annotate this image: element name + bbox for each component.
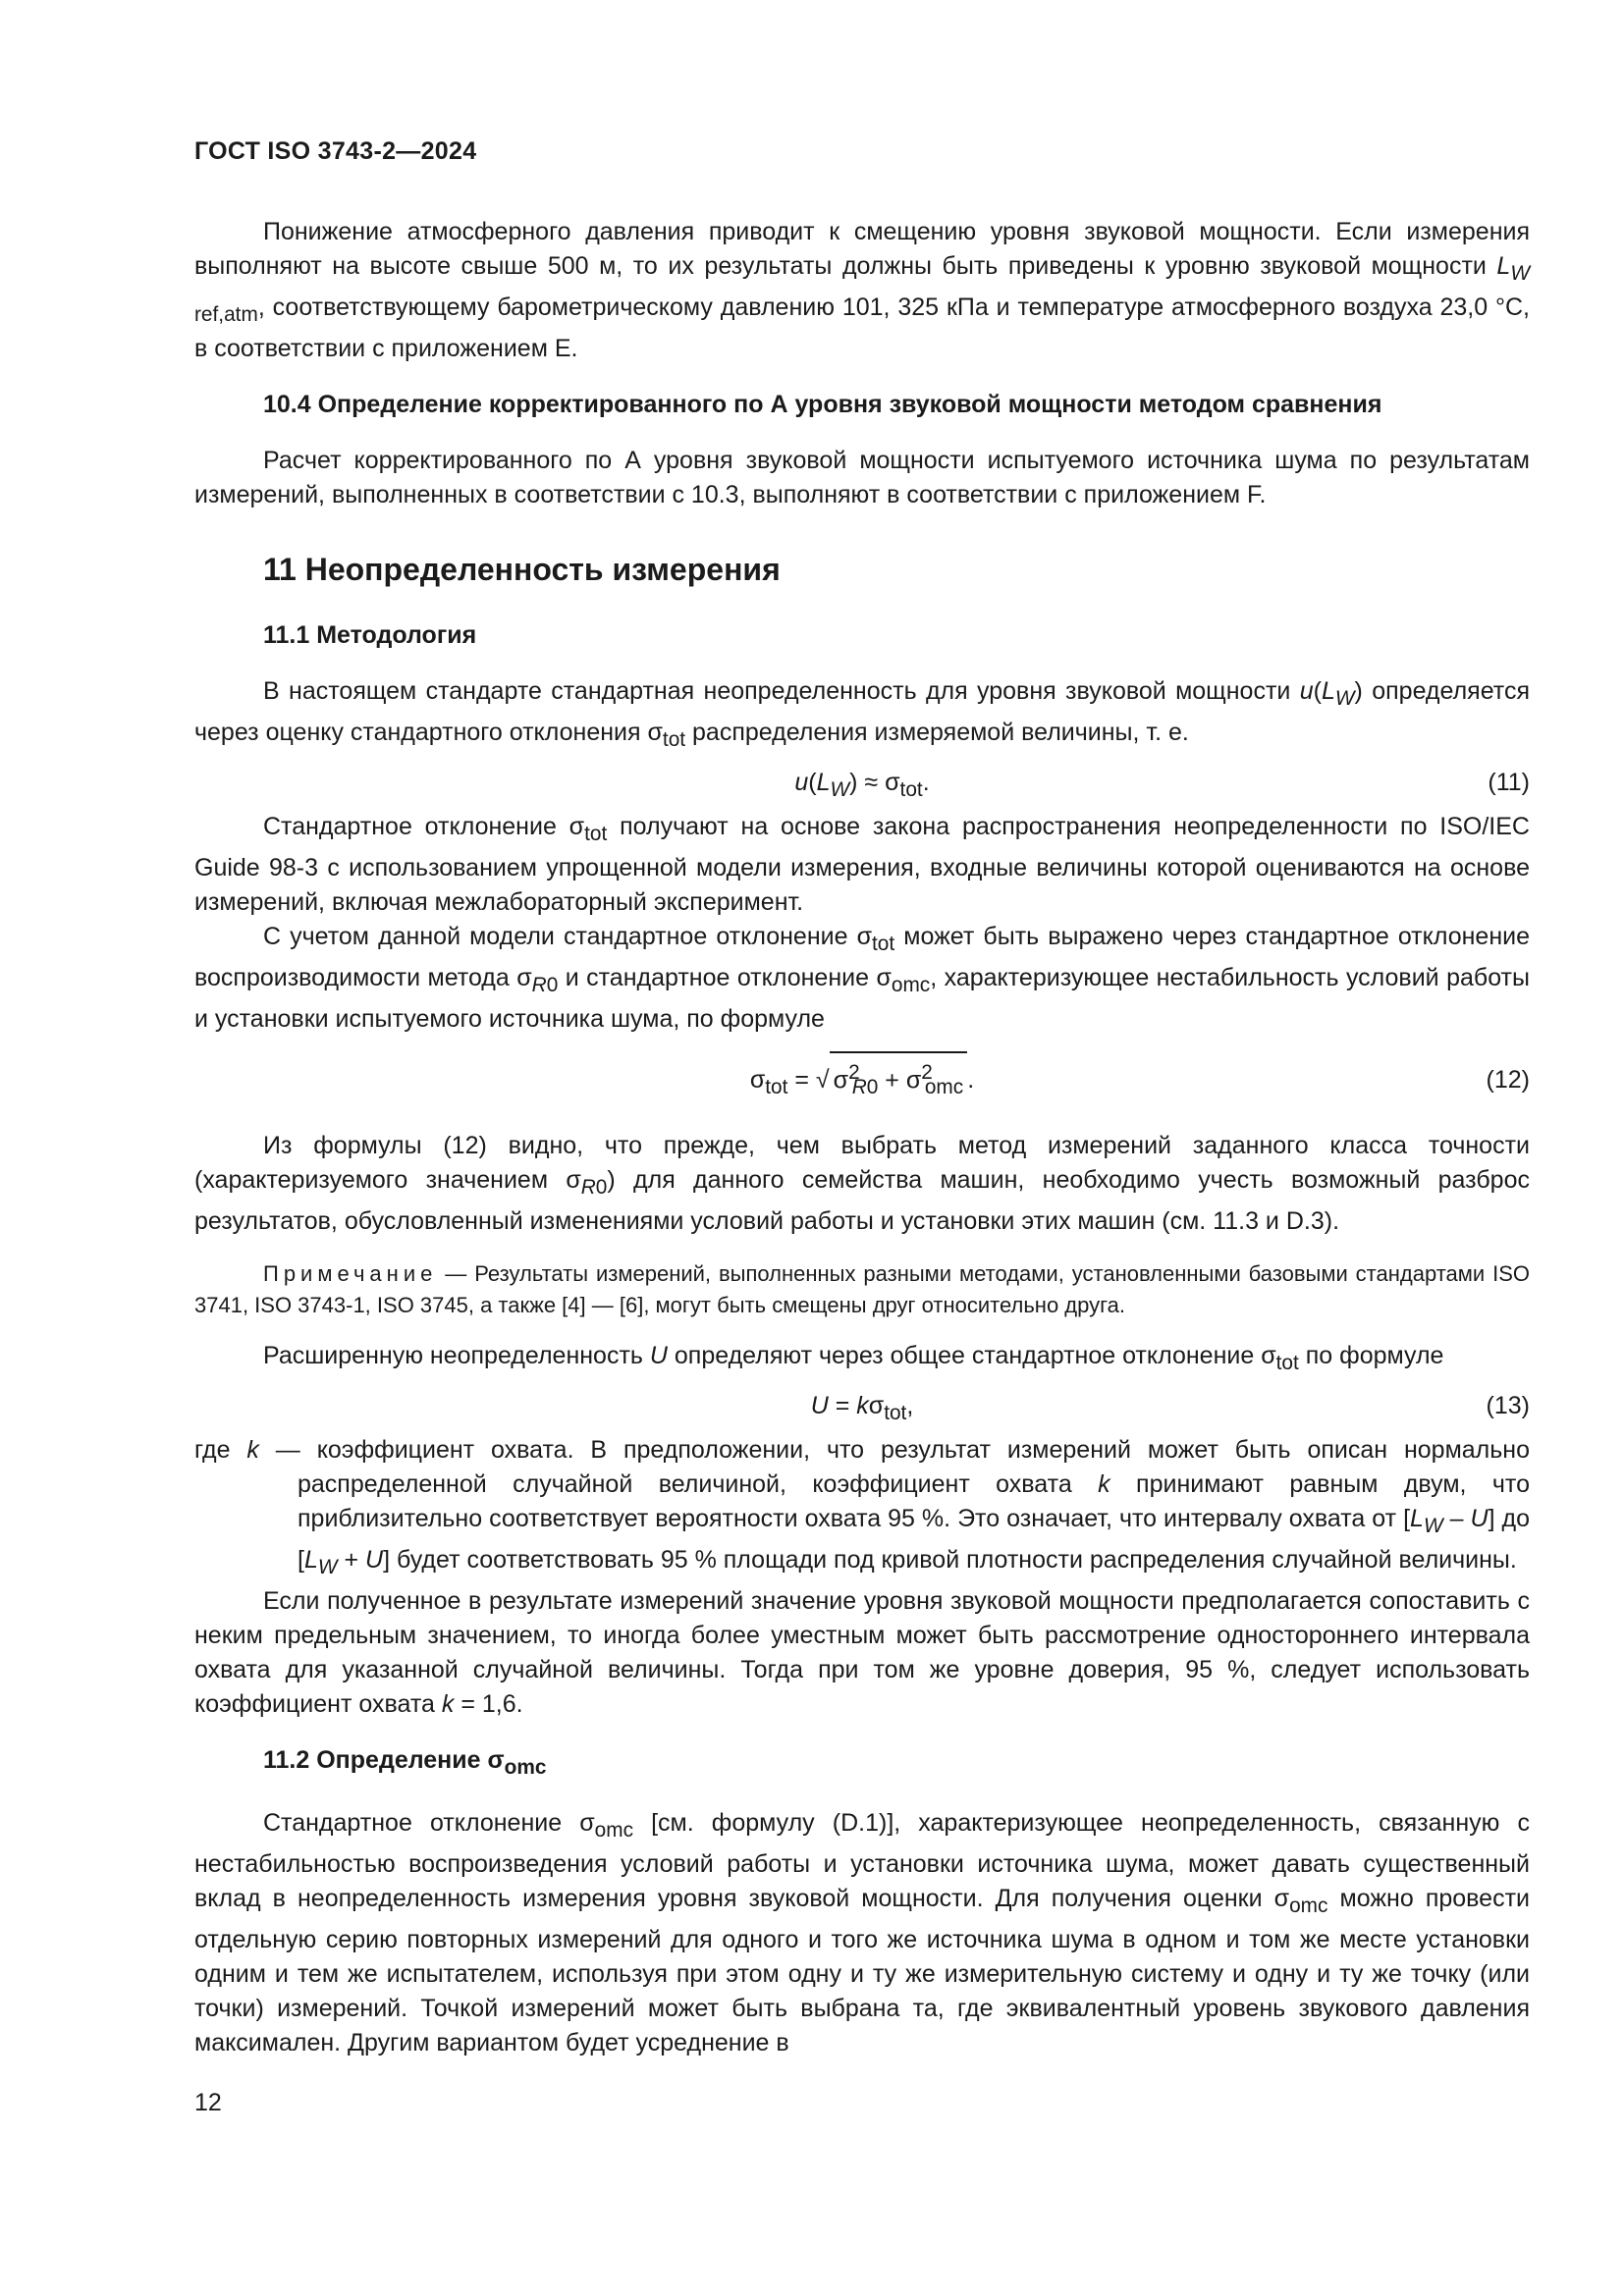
formula-12-expression: $\sigma_{tot}$ = √ $\sigma^2_{R0} + \sigma^2_{omc}$ . bbox=[194, 1050, 1530, 1117]
note-label: Примечание bbox=[263, 1261, 438, 1286]
heading-section-11: 11 Неопределенность измерения bbox=[263, 552, 781, 587]
paragraph-pressure-correction: Понижение атмосферного давления приводит к смещению уровня звуковой мощности. Если измерения выполняют на высоте свыше 500 м, то их результаты должны быть приведены к уровню звуковой мощности $L_{W ref,atm}$, соответствующему барометрическому давлению 101, 325 кПа и температуре атмосферного воздуха 23,0 °С, в соответствии с приложением Е. bbox=[194, 218, 1530, 362]
formula-11-expression: $u(L_W) \approx \sigma_{tot}$. bbox=[794, 769, 930, 801]
paragraph-expanded-uncertainty: Расширенную неопределенность U определяют через общее стандартное отклонение $\sigma_{tot}$ по формуле bbox=[263, 1342, 1444, 1374]
note-text: — Результаты измерений, выполненных разными методами, установленными базовыми стандартами ISO 3741, ISO 3743-1, ISO 3745, а также [4] — [6], могут быть смещены друг относительно друга. bbox=[194, 1261, 1530, 1317]
document-header: ГОСТ ISO 3743-2—2024 bbox=[194, 137, 477, 165]
paragraph-methodology: В настоящем стандарте стандартная неопределенность для уровня звуковой мощности $u(L_W)$ определяется через оценку стандартного отклонения $\sigma_{tot}$ распределения измеряемой величины, т. е. bbox=[194, 677, 1530, 751]
document-page bbox=[194, 137, 1530, 2060]
page-number: 12 bbox=[194, 2089, 222, 2116]
formula-11 bbox=[194, 761, 1530, 804]
paragraph-model: С учетом данной модели стандартное отклонение $\sigma_{tot}$ может быть выражено через стандартное отклонение воспроизводимости метода $\sigma_{R0}$ и стандартное отклонение $\sigma_{omc}$, характеризующее нестабильность условий работы и установки испытуемого источника шума, по формуле bbox=[194, 923, 1530, 1033]
paragraph-comparison-method: Расчет корректированного по А уровня звуковой мощности испытуемого источника шума по результатам измерений, выполненных в соответствии с 10.3, выполняют в соответствии с приложением F. bbox=[194, 447, 1530, 508]
formula-12 bbox=[194, 1050, 1530, 1109]
formula-11-number: (11) bbox=[1488, 769, 1530, 796]
formula-13-number: (13) bbox=[1486, 1392, 1530, 1419]
heading-11-1: 11.1 Методология bbox=[263, 621, 477, 649]
paragraph-coverage-factor: где k — коэффициент охвата. В предположении, что результат измерений может быть описан нормально распределенной случайной величиной, коэффициент охвата k принимают равным двум, что приблизительно соответствует вероятности охвата 95 %. Это означает, что интервалу охвата от $[L_W - U]$ до $[L_W + U]$ будет соответствовать 95 % площади под кривой плотности распределения случайной величины. bbox=[194, 1436, 1530, 1578]
paragraph-accuracy-class: Из формулы (12) видно, что прежде, чем выбрать метод измерений заданного класса точности (характеризуемого значением $\sigma_{R0}$) для данного семейства машин, необходимо учесть возможный разброс результатов, обусловленный изменениями условий работы и установки этих машин (см. 11.3 и D.3). bbox=[194, 1132, 1530, 1235]
paragraph-sigma-omc: Стандартное отклонение $\sigma_{omc}$ [см. формулу (D.1)], характеризующее неопределенность, связанную с нестабильностью воспроизведения условий работы и установки источника шума, может давать существенный вклад в неопределенность измерения уровня звуковой мощности. Для получения оценки $\sigma_{omc}$ можно провести отдельную серию повторных измерений для одного и того же источника шума в одном и том же месте установки одним и тем же испытателем, используя при этом одну и ту же измерительную систему и одну и ту же точку (или точки) измерений. Точкой измерений может быть выбрана та, где эквивалентный уровень звукового давления максимален. Другим вариантом будет усреднение в bbox=[194, 1809, 1530, 2056]
note bbox=[194, 1258, 1530, 1321]
heading-10-4: 10.4 Определение корректированного по А уровня звуковой мощности методом сравнения bbox=[263, 391, 1382, 418]
heading-11-2: 11.2 Определение $\sigma_{omc}$ bbox=[263, 1746, 547, 1779]
formula-13 bbox=[194, 1384, 1530, 1427]
formula-12-number: (12) bbox=[1486, 1066, 1530, 1094]
paragraph-sigma-tot: Стандартное отклонение $\sigma_{tot}$ получают на основе закона распространения неопределенности по ISO/IEC Guide 98-3 с использованием упрощенной модели измерения, входные величины которой оцениваются на основе измерений, включая межлабораторный эксперимент. bbox=[194, 813, 1530, 916]
formula-13-expression: $U = k\sigma_{tot}$, bbox=[810, 1392, 914, 1424]
paragraph-one-sided: Если полученное в результате измерений значение уровня звуковой мощности предполагается сопоставить с неким предельным значением, то иногда более уместным может быть рассмотрение одностороннего интервала охвата для указанной случайной величины. Тогда при том же уровне доверия, 95 %, следует использовать коэффициент охвата k = 1,6. bbox=[194, 1587, 1530, 1718]
